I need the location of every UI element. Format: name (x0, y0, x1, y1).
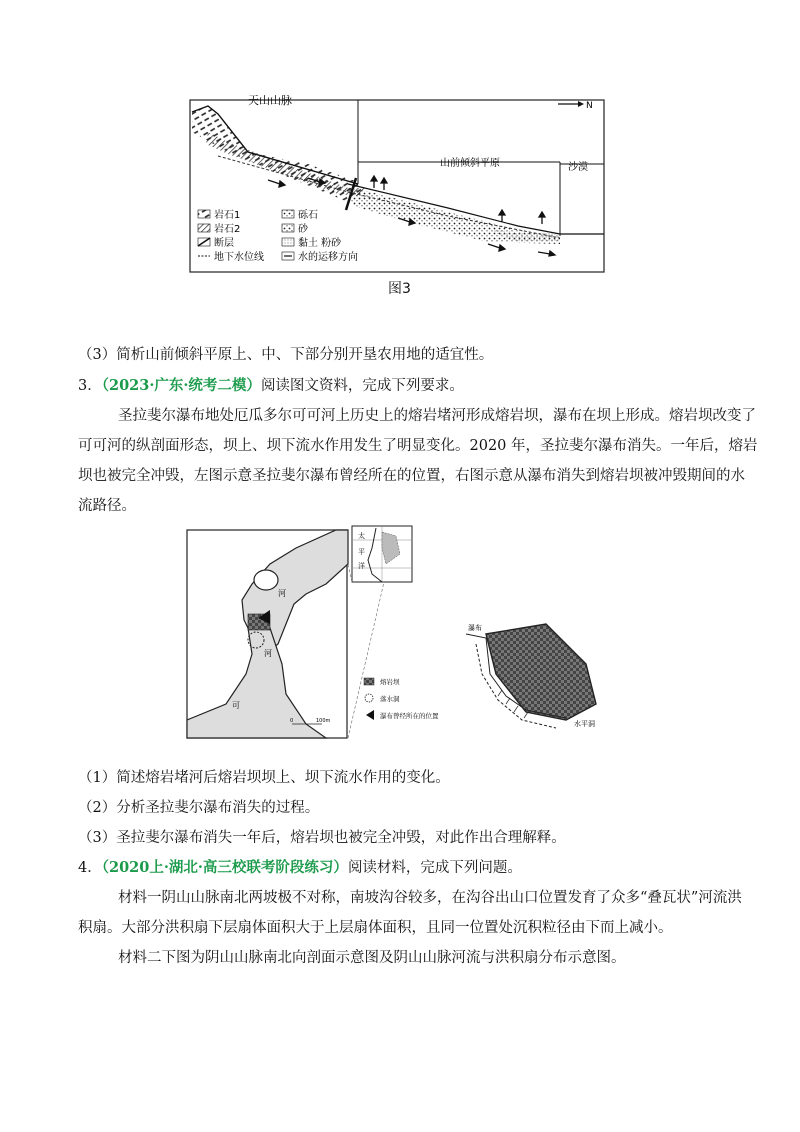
svg-text:落水洞: 落水洞 (380, 695, 400, 703)
svg-text:0: 0 (290, 718, 294, 724)
north-arrow-icon (558, 101, 593, 111)
svg-text:熔岩坝: 熔岩坝 (380, 678, 400, 686)
question-3-sub-2: （2）分析圣拉斐尔瀑布消失的过程。 (78, 800, 320, 816)
figure-3-diagram (188, 92, 608, 274)
label-desert: 沙漠 (568, 162, 588, 173)
svg-text:平: 平 (358, 548, 365, 556)
question-3-para-line4: 流路径。 (78, 498, 136, 514)
svg-text:河: 河 (264, 649, 272, 658)
question-3-header (78, 376, 728, 396)
question-3-map-legend (364, 677, 439, 720)
svg-text:太: 太 (358, 532, 365, 540)
svg-text:100m: 100m (316, 718, 331, 724)
question-4-number: 4． (78, 860, 102, 876)
river-island (254, 570, 278, 590)
figure-3-legend (198, 208, 358, 263)
svg-text:河: 河 (278, 589, 286, 598)
question-4-material1-line2: 积扇。大部分洪积扇下层扇体面积大于上层扇体面积，且同一位置处沉积粒径由下而上减小。 (78, 920, 673, 936)
svg-text:瀑布曾经所在的位置: 瀑布曾经所在的位置 (380, 712, 439, 720)
question-4-material1-line1: 材料一阴山山脉南北两坡极不对称，南坡沟谷较多，在沟谷出山口位置发育了众多“叠瓦状”河流洪 (118, 890, 742, 906)
label-tianshan: 天山山脉 (248, 94, 292, 107)
question-3-para-line1: 圣拉斐尔瀑布地处厄瓜多尔可可河上历史上的熔岩堵河形成熔岩坝，瀑布在坝上形成。熔岩坝改变了 (118, 408, 756, 424)
question-3-sub-3: （3）圣拉斐尔瀑布消失一年后，熔岩坝也被完全冲毁，对此作出合理解释。 (78, 830, 566, 846)
figure-3-frame (190, 100, 604, 272)
question-4-header (78, 858, 728, 878)
question-4-prompt: 阅读材料，完成下列问题。 (347, 860, 522, 876)
svg-text:断层: 断层 (214, 238, 234, 249)
question-3-number: 3． (78, 378, 102, 394)
svg-text:黏土 粉砂: 黏土 粉砂 (298, 238, 342, 249)
svg-text:水平洞: 水平洞 (574, 720, 595, 728)
question-4-material2: 材料二下图为阴山山脉南北向剖面示意图及阴山山脉河流与洪积扇分布示意图。 (118, 950, 626, 966)
svg-text:洋: 洋 (358, 562, 365, 570)
svg-text:砂: 砂 (298, 224, 308, 235)
question-3-source: （2023·广东·统考二模） (101, 377, 261, 394)
label-plain: 山前倾斜平原 (440, 158, 500, 169)
lava-dam-block (486, 624, 596, 720)
svg-text:N: N (586, 101, 593, 111)
figure-3-caption: 图3 (388, 281, 411, 297)
question-3-prompt: 阅读图文资料，完成下列要求。 (260, 378, 464, 394)
svg-text:地下水位线: 地下水位线 (214, 252, 264, 263)
svg-text:瀑布: 瀑布 (468, 624, 482, 632)
question-3-para-line2: 可可河的纵剖面形态，坝上、坝下流水作用发生了明显变化。2020 年，圣拉斐尔瀑布消失。一年后，熔岩 (78, 438, 758, 454)
question-3-map-figure (186, 524, 616, 744)
question-3-sub-1: （1）简述熔岩堵河后熔岩坝坝上、坝下流水作用的变化。 (78, 770, 450, 786)
svg-text:砾石: 砾石 (298, 210, 318, 221)
question-4-source: （2020上·湖北·高三校联考阶段练习） (101, 859, 348, 876)
svg-text:可: 可 (232, 701, 240, 710)
question-3-para-line3: 坝也被完全冲毁，左图示意圣拉斐尔瀑布曾经所在的位置，右图示意从瀑布消失到熔岩坝被冲毁期间的水 (78, 468, 745, 484)
question-2-3: （3）简析山前倾斜平原上、中、下部分别开垦农用地的适宜性。 (78, 347, 494, 363)
svg-text:岩石2: 岩石2 (214, 224, 241, 235)
svg-text:岩石1: 岩石1 (214, 210, 241, 221)
svg-text:水的运移方向: 水的运移方向 (298, 252, 358, 263)
